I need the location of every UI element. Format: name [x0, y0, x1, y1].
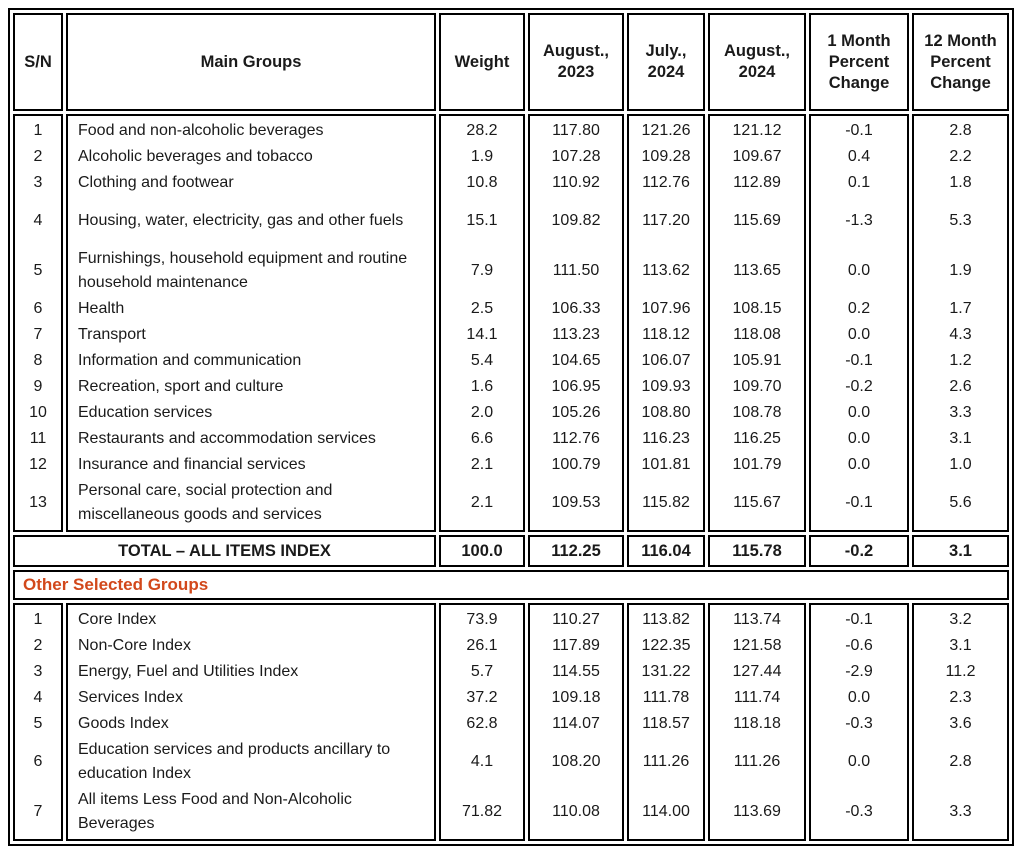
cell-m1: -0.1 — [845, 122, 873, 139]
cell-jul2024: 112.76 — [642, 174, 690, 191]
cell-sn: 1 — [33, 611, 43, 628]
cell-aug2024: 113.65 — [733, 262, 781, 279]
column-sn — [13, 603, 63, 841]
cell-aug2023: 100.79 — [551, 456, 601, 473]
cell-aug2023: 112.76 — [552, 430, 600, 447]
cell-m1: 0.1 — [847, 174, 871, 191]
cell-name: Personal care, social protection and miscellaneous goods and services — [78, 482, 333, 523]
header-1-month-change: 1 Month Percent Change — [809, 13, 909, 111]
cell-aug2024: 116.25 — [733, 430, 781, 447]
cell-aug2024: 108.78 — [732, 404, 782, 421]
cell-m12: 1.0 — [949, 456, 972, 473]
column-jul2024 — [627, 114, 705, 532]
cell-aug2024: 113.74 — [733, 611, 781, 628]
total-august-2023: 112.25 — [528, 535, 624, 567]
cell-sn: 1 — [33, 122, 43, 139]
column-m12 — [912, 603, 1009, 841]
cell-aug2023: 110.92 — [552, 174, 600, 191]
cell-aug2024: 127.44 — [732, 663, 782, 680]
cell-m1: 0.0 — [847, 689, 871, 706]
cell-aug2024: 108.15 — [732, 300, 782, 317]
cell-m1: 0.0 — [847, 326, 871, 343]
cell-m12: 2.3 — [949, 689, 972, 706]
total-july-2024: 116.04 — [627, 535, 705, 567]
cell-aug2023: 110.08 — [552, 803, 600, 820]
cell-aug2023: 113.23 — [552, 326, 600, 343]
cell-aug2023: 109.18 — [551, 689, 601, 706]
cell-jul2024: 116.23 — [642, 430, 690, 447]
cell-weight: 5.4 — [470, 352, 494, 369]
cell-sn: 4 — [33, 212, 43, 229]
column-name — [66, 114, 436, 532]
cell-m1: -1.3 — [845, 212, 873, 229]
cell-m1: -0.1 — [845, 611, 873, 628]
cell-m1: 0.4 — [847, 148, 871, 165]
cell-aug2024: 101.79 — [732, 456, 782, 473]
cell-m1: 0.0 — [847, 262, 871, 279]
cell-m12: 4.3 — [949, 326, 972, 343]
total-weight: 100.0 — [439, 535, 525, 567]
cell-jul2024: 122.35 — [641, 637, 691, 654]
cell-jul2024: 131.22 — [641, 663, 691, 680]
cell-m12: 2.8 — [949, 122, 972, 139]
total-label: TOTAL – ALL ITEMS INDEX — [13, 535, 436, 567]
cell-jul2024: 111.26 — [642, 753, 690, 770]
cell-sn: 2 — [33, 148, 43, 165]
cell-weight: 4.1 — [470, 753, 494, 770]
cell-sn: 13 — [29, 494, 47, 511]
cell-weight: 1.6 — [470, 378, 494, 395]
header-sn: S/N — [13, 13, 63, 111]
cell-jul2024: 108.80 — [641, 404, 691, 421]
cell-aug2024: 105.91 — [732, 352, 782, 369]
cell-m12: 3.2 — [949, 611, 972, 628]
cell-m12: 1.8 — [949, 174, 972, 191]
cell-jul2024: 115.82 — [642, 494, 690, 511]
cell-weight: 28.2 — [466, 122, 498, 139]
header-july-2024: July., 2024 — [627, 13, 705, 111]
cell-m1: -0.2 — [845, 378, 873, 395]
cell-m1: -0.6 — [845, 637, 873, 654]
cell-name: Housing, water, electricity, gas and other fuels — [78, 212, 404, 229]
cell-name: Goods Index — [78, 715, 169, 732]
cell-m12: 5.6 — [949, 494, 972, 511]
cell-weight: 73.9 — [466, 611, 498, 628]
header-weight: Weight — [439, 13, 525, 111]
cell-m1: -0.3 — [845, 715, 873, 732]
cell-name: Energy, Fuel and Utilities Index — [78, 663, 299, 680]
cell-aug2024: 118.08 — [733, 326, 781, 343]
cell-aug2024: 109.70 — [732, 378, 782, 395]
column-jul2024 — [627, 603, 705, 841]
cell-aug2023: 111.50 — [552, 262, 600, 279]
cell-aug2023: 105.26 — [551, 404, 601, 421]
cell-sn: 10 — [29, 404, 47, 421]
cell-sn: 11 — [29, 430, 47, 447]
column-aug2024 — [708, 603, 806, 841]
cell-aug2023: 106.95 — [551, 378, 601, 395]
cell-aug2023: 114.55 — [552, 663, 600, 680]
cell-weight: 71.82 — [461, 803, 503, 820]
table-header-row — [13, 13, 1009, 111]
cell-weight: 2.5 — [470, 300, 494, 317]
header-12-month-change: 12 Month Percent Change — [912, 13, 1009, 111]
cell-m12: 3.3 — [949, 404, 972, 421]
cell-jul2024: 114.00 — [642, 803, 690, 820]
cell-weight: 2.1 — [470, 456, 494, 473]
cell-jul2024: 121.26 — [641, 122, 691, 139]
header-main-groups: Main Groups — [66, 13, 436, 111]
cell-aug2023: 109.53 — [551, 494, 601, 511]
cell-weight: 37.2 — [466, 689, 498, 706]
total-12-month-change: 3.1 — [912, 535, 1009, 567]
other-groups-section — [13, 603, 1009, 841]
cell-jul2024: 111.78 — [642, 689, 690, 706]
cell-sn: 5 — [33, 262, 43, 279]
cell-m1: 0.0 — [847, 753, 871, 770]
cell-aug2024: 112.89 — [733, 174, 781, 191]
cell-m12: 1.7 — [949, 300, 972, 317]
cell-m12: 3.3 — [949, 803, 972, 820]
cell-m1: -0.3 — [845, 803, 873, 820]
cell-weight: 10.8 — [466, 174, 498, 191]
header-august-2023: August., 2023 — [528, 13, 624, 111]
cell-weight: 5.7 — [470, 663, 494, 680]
cell-aug2024: 109.67 — [732, 148, 782, 165]
cell-name: Education services and products ancillary to education Index — [78, 741, 391, 782]
cell-aug2024: 115.67 — [733, 494, 781, 511]
cell-name: Clothing and footwear — [78, 174, 234, 191]
other-groups-band — [13, 570, 1009, 600]
cell-aug2024: 121.12 — [732, 122, 782, 139]
cell-aug2023: 117.89 — [552, 637, 600, 654]
cell-jul2024: 118.57 — [642, 715, 690, 732]
cell-m12: 3.6 — [949, 715, 972, 732]
cell-weight: 15.1 — [466, 212, 498, 229]
cell-sn: 6 — [33, 753, 43, 770]
cell-sn: 7 — [33, 326, 43, 343]
cell-name: Recreation, sport and culture — [78, 378, 284, 395]
cell-name: Furnishings, household equipment and routine household maintenance — [78, 250, 408, 291]
cell-sn: 12 — [29, 456, 47, 473]
cell-m12: 5.3 — [949, 212, 972, 229]
cell-jul2024: 109.93 — [641, 378, 691, 395]
cell-m12: 1.2 — [949, 352, 972, 369]
cell-sn: 6 — [33, 300, 43, 317]
cell-aug2023: 104.65 — [551, 352, 601, 369]
cell-jul2024: 101.81 — [641, 456, 691, 473]
cell-name: Services Index — [78, 689, 183, 706]
cell-aug2023: 109.82 — [551, 212, 601, 229]
cell-name: Information and communication — [78, 352, 302, 369]
total-1-month-change: -0.2 — [809, 535, 909, 567]
cell-m1: -2.9 — [845, 663, 873, 680]
cell-m12: 2.2 — [949, 148, 972, 165]
cell-m12: 1.9 — [949, 262, 972, 279]
cell-m12: 2.8 — [949, 753, 972, 770]
cell-m1: -0.1 — [845, 352, 873, 369]
cell-jul2024: 113.82 — [642, 611, 690, 628]
cell-sn: 2 — [33, 637, 43, 654]
column-m12 — [912, 114, 1009, 532]
column-aug2024 — [708, 114, 806, 532]
cell-weight: 7.9 — [470, 262, 494, 279]
cell-m12: 11.2 — [945, 663, 976, 680]
cell-jul2024: 106.07 — [641, 352, 691, 369]
cell-name: Health — [78, 300, 125, 317]
cell-name: Transport — [78, 326, 146, 343]
column-weight — [439, 603, 525, 841]
cell-aug2024: 121.58 — [732, 637, 782, 654]
cell-aug2023: 106.33 — [551, 300, 601, 317]
column-m1 — [809, 603, 909, 841]
column-aug2023 — [528, 603, 624, 841]
cell-sn: 5 — [33, 715, 43, 732]
cell-jul2024: 109.28 — [641, 148, 691, 165]
column-aug2023 — [528, 114, 624, 532]
cell-name: Restaurants and accommodation services — [78, 430, 376, 447]
cell-m1: 0.0 — [847, 456, 871, 473]
cell-name: Food and non-alcoholic beverages — [78, 122, 324, 139]
cell-name: All items Less Food and Non-Alcoholic Beverages — [78, 791, 352, 832]
cell-weight: 2.0 — [470, 404, 494, 421]
column-m1 — [809, 114, 909, 532]
cell-name: Insurance and financial services — [78, 456, 306, 473]
cell-name: Alcoholic beverages and tobacco — [78, 148, 313, 165]
cell-aug2023: 108.20 — [551, 753, 601, 770]
cell-m1: -0.1 — [845, 494, 873, 511]
cell-m12: 2.6 — [949, 378, 972, 395]
cell-aug2024: 118.18 — [733, 715, 781, 732]
cell-weight: 26.1 — [466, 637, 498, 654]
cell-m12: 3.1 — [949, 637, 972, 654]
cell-aug2023: 107.28 — [551, 148, 601, 165]
cell-aug2023: 114.07 — [552, 715, 600, 732]
cell-aug2024: 111.26 — [733, 753, 781, 770]
main-groups-section — [13, 114, 1009, 532]
cell-m12: 3.1 — [949, 430, 972, 447]
cell-sn: 9 — [33, 378, 43, 395]
total-august-2024: 115.78 — [708, 535, 806, 567]
cell-jul2024: 118.12 — [642, 326, 690, 343]
cell-name: Education services — [78, 404, 213, 421]
cell-jul2024: 107.96 — [641, 300, 691, 317]
column-name — [66, 603, 436, 841]
cell-sn: 7 — [33, 803, 43, 820]
cell-weight: 1.9 — [470, 148, 494, 165]
header-august-2024: August., 2024 — [708, 13, 806, 111]
cell-weight: 2.1 — [470, 494, 494, 511]
cell-m1: 0.0 — [847, 404, 871, 421]
column-weight — [439, 114, 525, 532]
cell-sn: 8 — [33, 352, 43, 369]
other-groups-label: Other Selected Groups — [23, 575, 209, 594]
cell-name: Core Index — [78, 611, 157, 628]
cell-sn: 3 — [33, 174, 43, 191]
cell-weight: 62.8 — [466, 715, 498, 732]
cell-aug2024: 115.69 — [733, 212, 781, 229]
cell-jul2024: 117.20 — [642, 212, 690, 229]
total-row — [13, 535, 1009, 567]
cell-weight: 14.1 — [466, 326, 498, 343]
cell-name: Non-Core Index — [78, 637, 191, 654]
cell-jul2024: 113.62 — [642, 262, 690, 279]
cell-aug2023: 110.27 — [552, 611, 600, 628]
cell-aug2024: 113.69 — [733, 803, 781, 820]
cell-aug2024: 111.74 — [733, 689, 781, 706]
cell-weight: 6.6 — [470, 430, 494, 447]
cell-sn: 4 — [33, 689, 43, 706]
cpi-index-table — [8, 8, 1014, 846]
cell-m1: 0.2 — [847, 300, 871, 317]
cell-m1: 0.0 — [847, 430, 871, 447]
cell-sn: 3 — [33, 663, 43, 680]
column-sn — [13, 114, 63, 532]
cell-aug2023: 117.80 — [552, 122, 600, 139]
